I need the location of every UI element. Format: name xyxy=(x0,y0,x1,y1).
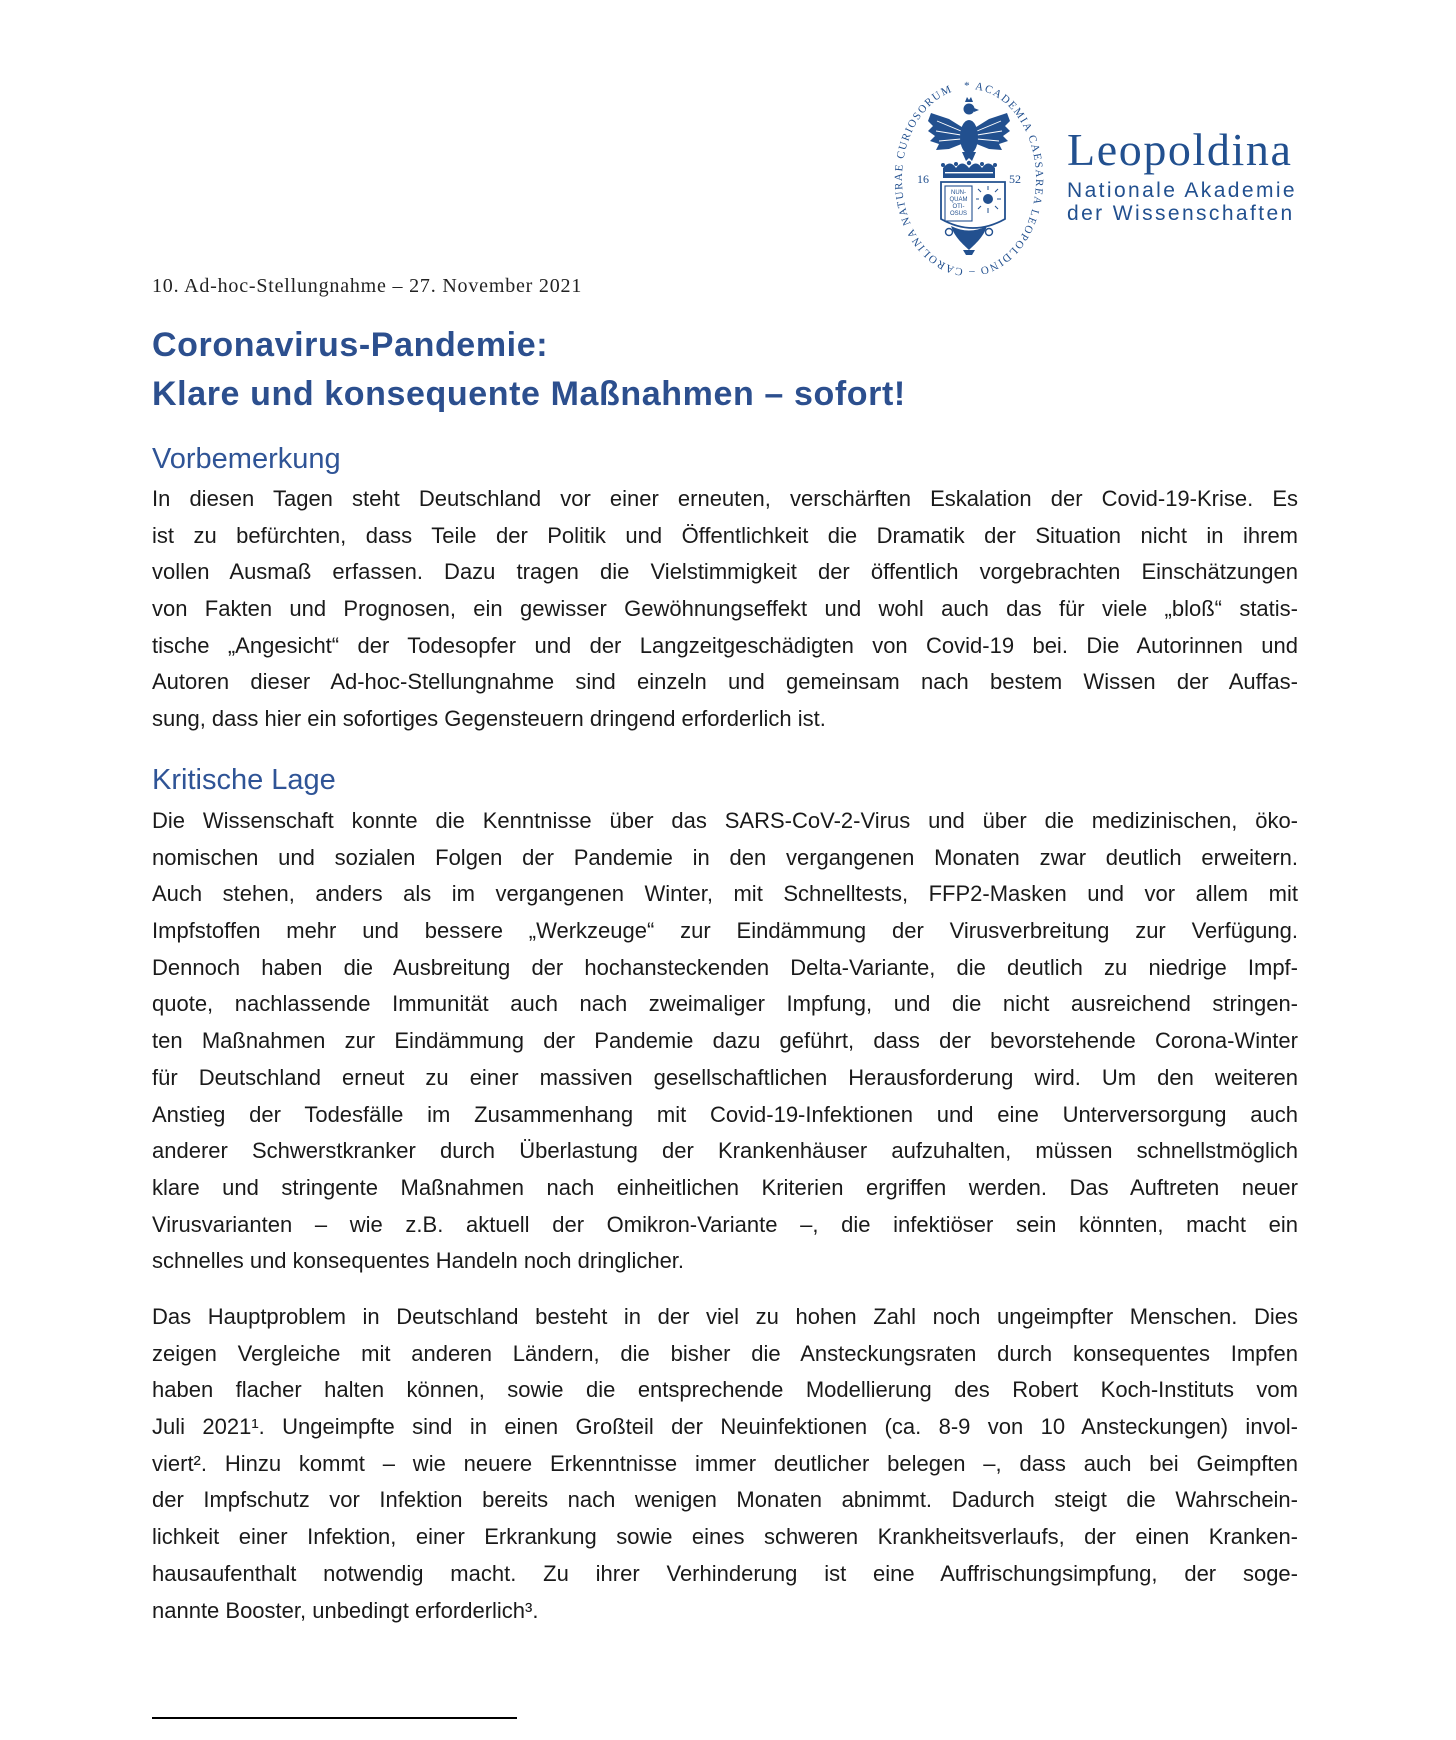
text-line: Auch stehen, anders als im vergangenen Winter, mit Schnelltests, FFP2-Masken und vor allem mit xyxy=(152,881,1298,907)
title-line: Klare und konsequente Maßnahmen – sofort! xyxy=(152,375,906,413)
title-line: Coronavirus-Pandemie: xyxy=(152,326,549,364)
book-text-line: OTI- xyxy=(952,204,965,210)
book-emblem xyxy=(941,182,1005,228)
seal-year-right: 52 xyxy=(1009,172,1021,186)
text-line: von Fakten und Prognosen, ein gewisser Gewöhnungseffekt und wohl auch das für viele „bloß“ statis- xyxy=(152,596,1298,622)
text-line: viert². Hinzu kommt – wie neuere Erkenntnisse immer deutlicher belegen –, dass auch bei Geimpften xyxy=(152,1450,1298,1476)
text-line: Autoren dieser Ad-hoc-Stellungnahme sind einzeln und gemeinsam nach bestem Wissen der Auffas- xyxy=(152,669,1298,695)
paragraph xyxy=(152,1299,1298,1629)
text-line: Die Wissenschaft konnte die Kenntnisse über das SARS-CoV-2-Virus und über die medizinischen, öko- xyxy=(152,808,1298,833)
seal-ring-text: * ACADEMIA CAESAREA LEOPOLDINO – CAROLINA NATURAE CURIOSORUM xyxy=(892,79,1046,279)
paragraph xyxy=(152,803,1298,1280)
pedestal-emblem xyxy=(946,226,993,255)
text-line: vollen Ausmaß erfassen. Dazu tragen die Vielstimmigkeit der öffentlich vorgebrachten Einschätzungen xyxy=(152,559,1298,585)
document-date-line: 10. Ad-hoc-Stellungnahme – 27. November 2021 xyxy=(152,275,583,297)
text-line: haben flacher halten können, sowie die entsprechende Modellierung des Robert Koch-Instituts vom xyxy=(152,1377,1298,1403)
text-line: Dennoch haben die Ausbreitung der hochansteckenden Delta-Variante, die deutlich zu niedrige Impf- xyxy=(152,954,1298,980)
text-line: Das Hauptproblem in Deutschland besteht in der viel zu hohen Zahl noch ungeimpfter Menschen. Dies xyxy=(152,1304,1298,1329)
section-heading: Vorbemerkung xyxy=(152,443,341,475)
text-line: der Impfschutz vor Infektion bereits nach wenigen Monaten abnimmt. Dadurch steigt die Wahrschein- xyxy=(152,1487,1298,1513)
text-line: Virusvarianten – wie z.B. aktuell der Omikron-Variante –, die infektiöser sein könnten, macht ein xyxy=(152,1211,1298,1237)
document-title xyxy=(152,321,906,419)
text-line: tische „Angesicht“ der Todesopfer und der Langzeitgeschädigten von Covid-19 bei. Die Autorinnen und xyxy=(152,632,1298,658)
book-text-line: QUAM xyxy=(949,197,968,203)
brand-subtitle-line-1: Nationale Akademie xyxy=(1067,179,1297,202)
book-text-line: NUN- xyxy=(951,190,966,196)
text-line: sung, dass hier ein sofortiges Gegensteuern dringend erforderlich ist. xyxy=(152,706,826,732)
text-line: quote, nachlassende Immunität auch nach zweimaliger Impfung, und die nicht ausreichend stringen- xyxy=(152,991,1298,1017)
text-line: lichkeit einer Infektion, einer Erkrankung sowie eines schweren Krankheitsverlaufs, der einen Kranken- xyxy=(152,1524,1298,1550)
text-line: für Deutschland erneut zu einer massiven gesellschaftlichen Herausforderung wird. Um den weiteren xyxy=(152,1064,1298,1090)
text-line: hausaufenthalt notwendig macht. Zu ihrer Verhinderung ist eine Auffrischungsimpfung, der soge- xyxy=(152,1560,1298,1586)
text-line: Anstieg der Todesfälle im Zusammenhang mit Covid-19-Infektionen und eine Unterversorgung auch xyxy=(152,1101,1298,1127)
text-line: klare und stringente Maßnahmen nach einheitlichen Kriterien ergriffen werden. Das Auftreten neuer xyxy=(152,1174,1298,1200)
crown-emblem xyxy=(941,161,997,178)
leopoldina-seal-logo xyxy=(879,69,1059,289)
text-line: nomischen und sozialen Folgen der Pandemie in den vergangenen Monaten zwar deutlich erweitern. xyxy=(152,844,1298,870)
text-line: zeigen Vergleiche mit anderen Ländern, die bisher die Ansteckungsraten durch konsequentes Impfen xyxy=(152,1340,1298,1366)
brand-name: Leopoldina xyxy=(1067,124,1293,175)
paragraph xyxy=(152,481,1298,738)
footnote-separator xyxy=(152,1717,517,1719)
text-line: ist zu befürchten, dass Teile der Politik und Öffentlichkeit die Dramatik der Situation nicht in ihrem xyxy=(152,522,1298,548)
book-text-line: OSUS xyxy=(949,211,968,217)
text-line: Juli 2021¹. Ungeimpfte sind in einen Großteil der Neuinfektionen (ca. 8-9 von 10 Ansteckungen) invol- xyxy=(152,1414,1298,1440)
eagle-emblem xyxy=(928,97,1010,161)
brand-subtitle-line-2: der Wissenschaften xyxy=(1067,202,1295,225)
text-line: ten Maßnahmen zur Eindämmung der Pandemie dazu geführt, dass der bevorstehende Corona-Winter xyxy=(152,1028,1298,1054)
text-line: anderer Schwerstkranker durch Überlastung der Krankenhäuser aufzuhalten, müssen schnellstmöglich xyxy=(152,1138,1298,1164)
text-line: In diesen Tagen steht Deutschland vor einer erneuten, verschärften Eskalation der Covid-19-Krise. Es xyxy=(152,486,1298,511)
text-line: nannte Booster, unbedingt erforderlich³. xyxy=(152,1597,539,1623)
text-line: Impfstoffen mehr und bessere „Werkzeuge“ zur Eindämmung der Virusverbreitung zur Verfügung. xyxy=(152,918,1298,944)
section-heading: Kritische Lage xyxy=(152,764,336,796)
seal-year-left: 16 xyxy=(917,172,929,186)
text-line: schnelles und konsequentes Handeln noch dringlicher. xyxy=(152,1248,685,1274)
